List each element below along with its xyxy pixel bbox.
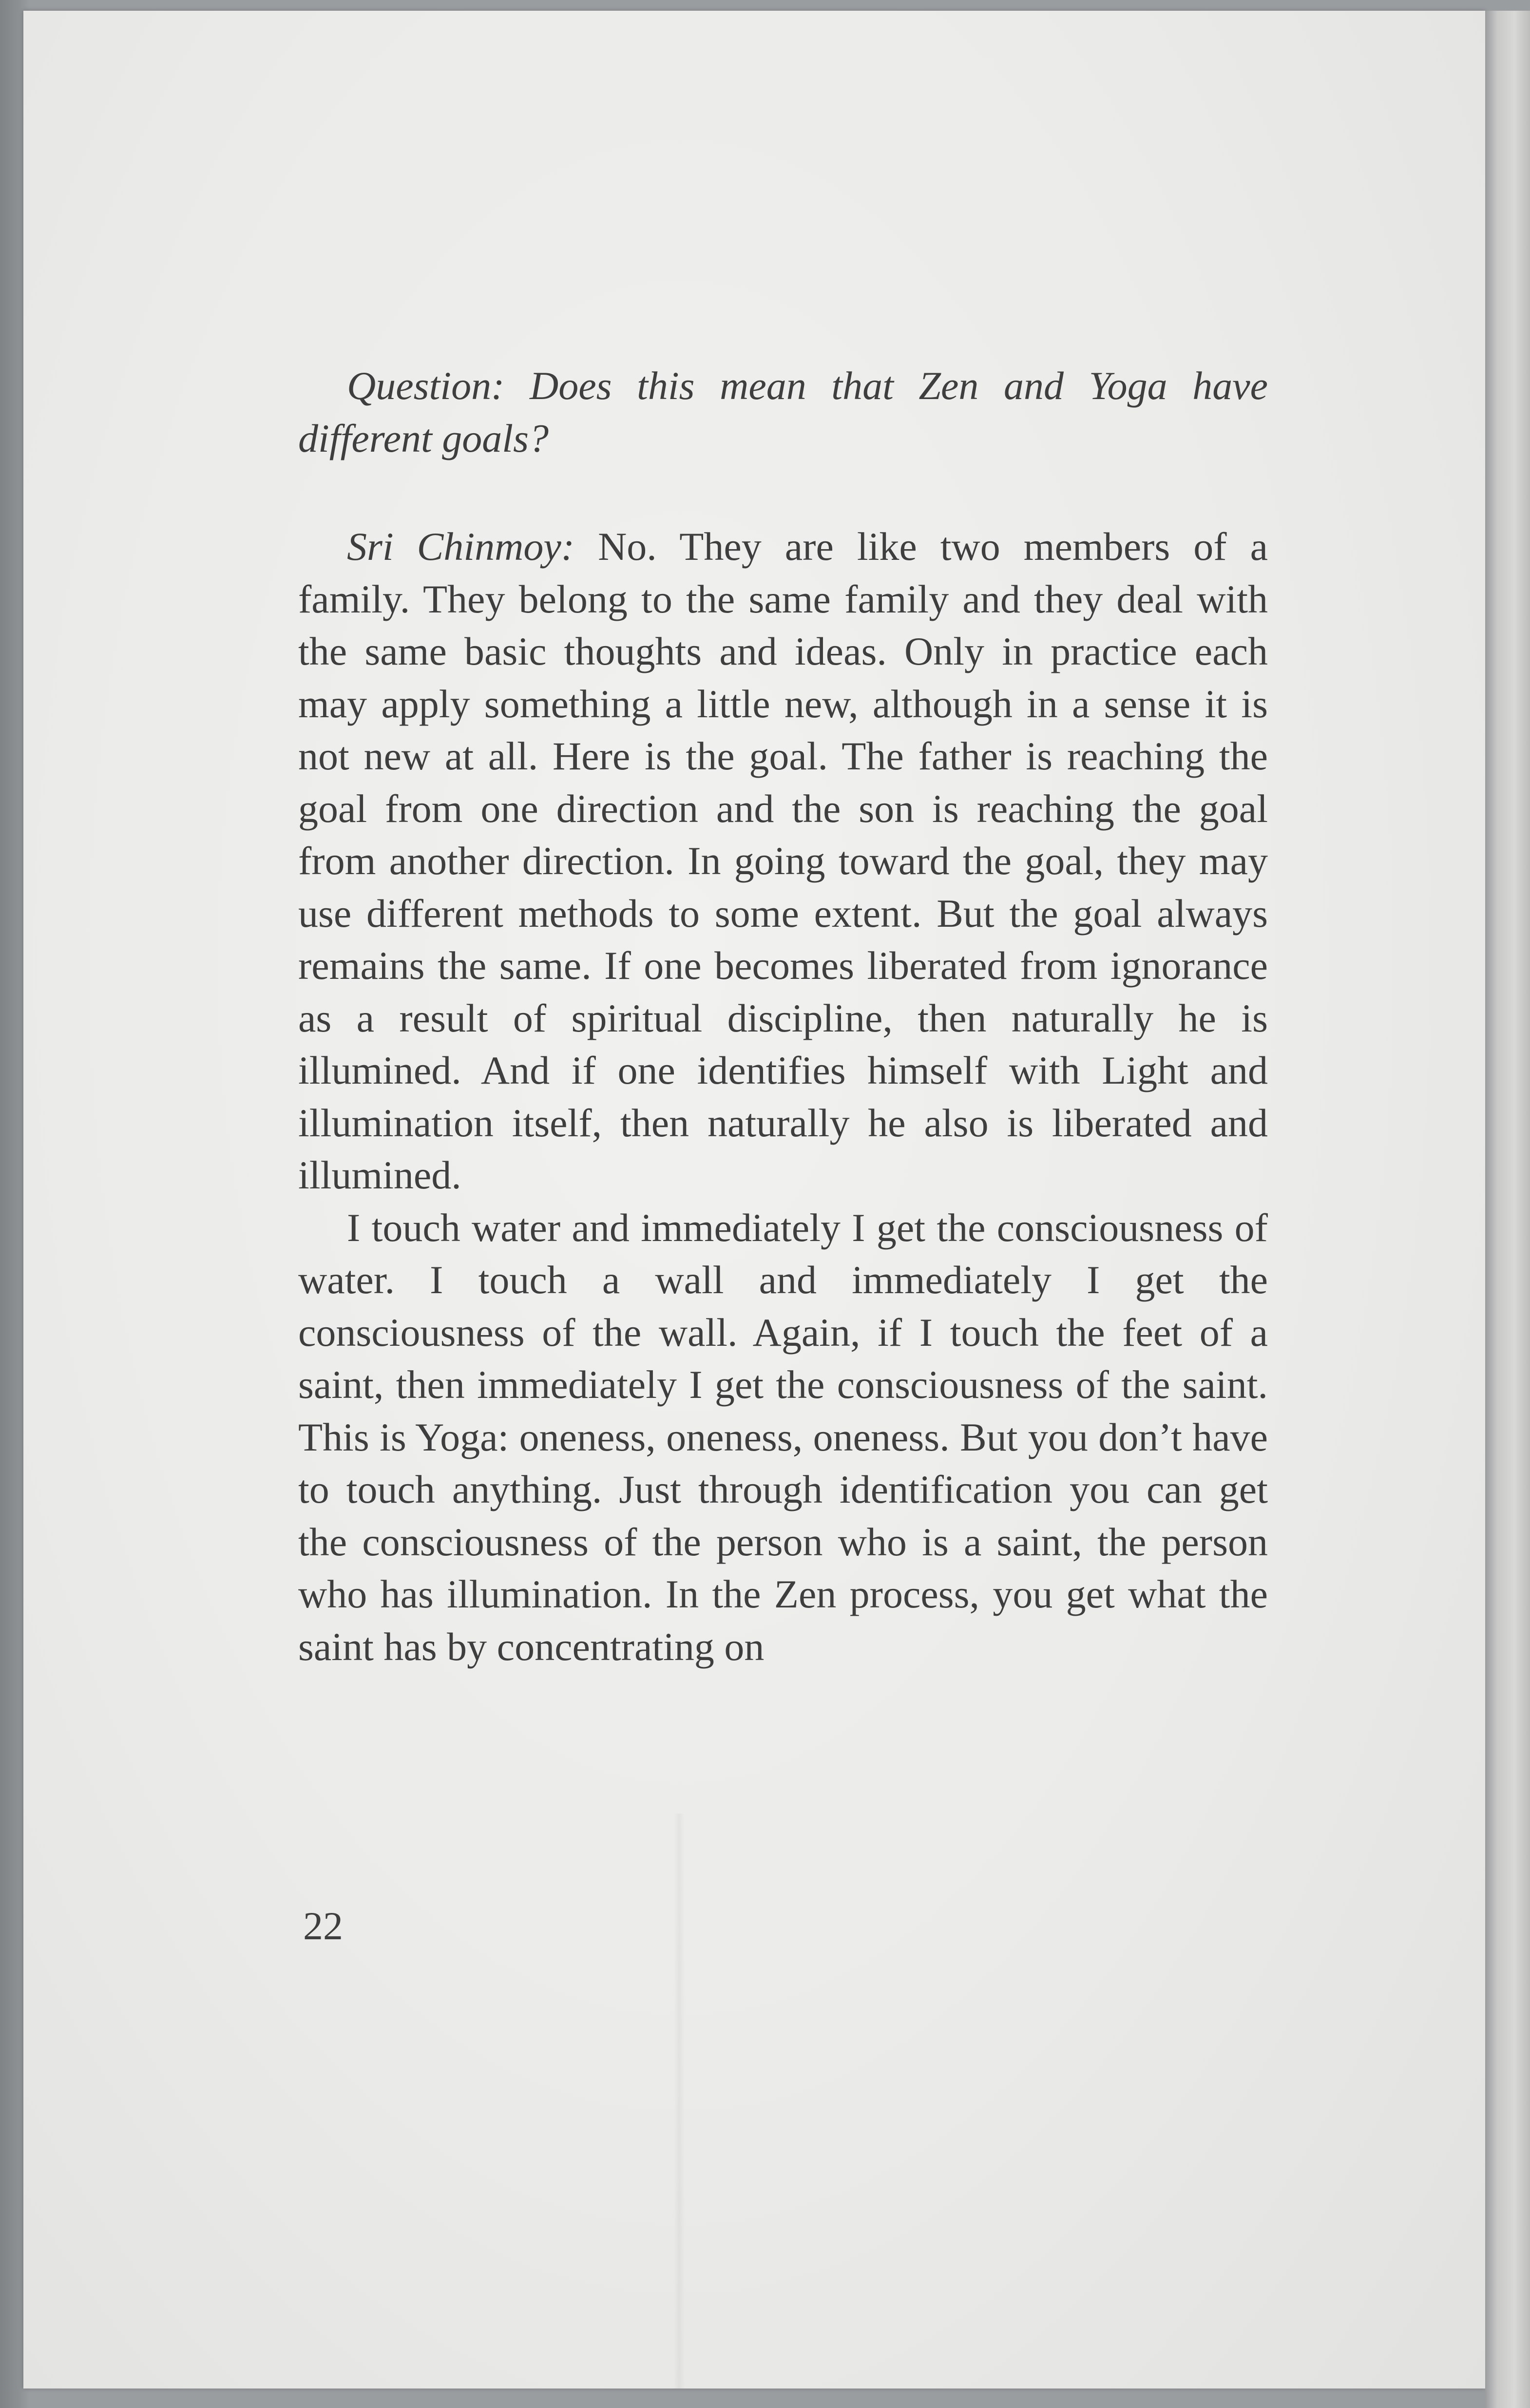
answer-speaker: Sri Chinmoy: (347, 524, 575, 569)
paper-fold (674, 1814, 685, 2389)
answer-text: No. They are like two members of a family. They belong to the same family and they deal with the same basic thoughts and ideas. Only in practice each may apply something a little new, although in a sense it is not new at all. Here is the goal. The father is reaching the goal from one direction and the son is reaching the goal from another direction. In going toward the goal, they may use different methods to some extent. But the goal always remains the same. If one becomes liberated from ignorance as a result of spiritual discipline, then naturally he is illumined. And if one identifies himself with Light and illumination itself, then naturally he also is liberated and illumined. (298, 524, 1268, 1197)
body-text (298, 360, 1268, 1673)
question-paragraph (298, 360, 1268, 464)
page-number: 22 (303, 1904, 343, 1948)
answer-paragraph (298, 520, 1268, 1202)
question-text: Does this mean that Zen and Yoga have different goals? (298, 363, 1268, 460)
question-label: Question: (347, 363, 505, 408)
page-edge (1485, 11, 1530, 2408)
body-paragraph: I touch water and immediately I get the consciousness of water. I touch a wall and immediately I get the consciousness of the wall. Again, if I touch the feet of a saint, then immediately I get the consciousness of the saint. This is Yoga: oneness, oneness, oneness. But you don’t have to touch anything. Just through identification you can get the consciousness of the person who is a saint, the person who has illumination. In the Zen process, you get what the saint has by concentrating on (298, 1205, 1268, 1669)
